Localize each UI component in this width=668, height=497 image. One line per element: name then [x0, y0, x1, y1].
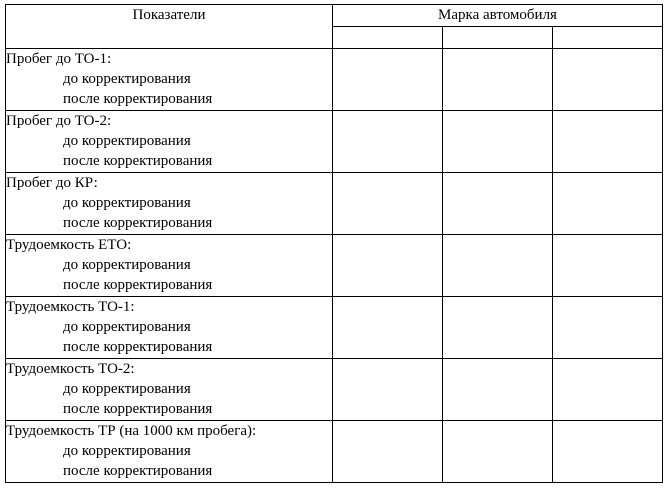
value-cell[interactable] — [333, 173, 443, 235]
row-title: Трудоемкость ТО-2: — [6, 361, 135, 377]
value-cell[interactable] — [553, 297, 663, 359]
row-after-label: после корректирования — [63, 339, 213, 355]
row-after-label: после корректирования — [63, 91, 213, 107]
header-indicators: Показатели — [6, 5, 333, 49]
table-row — [6, 173, 663, 235]
row-after-label: после корректирования — [63, 277, 213, 293]
value-cell[interactable] — [553, 421, 663, 483]
row-label — [6, 173, 333, 235]
value-cell[interactable] — [333, 111, 443, 173]
value-cell[interactable] — [443, 297, 553, 359]
table-row — [6, 297, 663, 359]
row-after-label: после корректирования — [63, 401, 213, 417]
value-cell[interactable] — [553, 235, 663, 297]
row-after-label: после корректирования — [63, 463, 213, 479]
row-label — [6, 49, 333, 111]
row-label — [6, 111, 333, 173]
row-title: Пробег до ТО-1: — [6, 51, 112, 67]
row-title: Трудоемкость ТР (на 1000 км пробега): — [6, 423, 257, 439]
row-before-label: до корректирования — [63, 257, 191, 273]
value-cell[interactable] — [443, 359, 553, 421]
table-row — [6, 421, 663, 483]
row-label — [6, 421, 333, 483]
row-title: Пробег до КР: — [6, 175, 98, 191]
value-cell[interactable] — [443, 49, 553, 111]
row-before-label: до корректирования — [63, 381, 191, 397]
table-row — [6, 111, 663, 173]
row-title: Трудоемкость ТО-1: — [6, 299, 135, 315]
row-after-label: после корректирования — [63, 153, 213, 169]
indicators-table — [5, 4, 663, 483]
table-row — [6, 49, 663, 111]
value-cell[interactable] — [333, 359, 443, 421]
row-label — [6, 359, 333, 421]
value-cell[interactable] — [553, 111, 663, 173]
brand-column-1 — [333, 27, 443, 49]
row-before-label: до корректирования — [63, 319, 191, 335]
table-row — [6, 359, 663, 421]
row-label — [6, 235, 333, 297]
table-row — [6, 235, 663, 297]
value-cell[interactable] — [553, 359, 663, 421]
row-title: Трудоемкость ЕТО: — [6, 237, 132, 253]
value-cell[interactable] — [333, 49, 443, 111]
value-cell[interactable] — [443, 173, 553, 235]
row-before-label: до корректирования — [63, 195, 191, 211]
row-before-label: до корректирования — [63, 443, 191, 459]
brand-column-2 — [443, 27, 553, 49]
header-car-brand: Марка автомобиля — [333, 5, 663, 27]
value-cell[interactable] — [333, 421, 443, 483]
row-before-label: до корректирования — [63, 133, 191, 149]
value-cell[interactable] — [553, 173, 663, 235]
value-cell[interactable] — [443, 235, 553, 297]
value-cell[interactable] — [443, 111, 553, 173]
value-cell[interactable] — [553, 49, 663, 111]
row-after-label: после корректирования — [63, 215, 213, 231]
value-cell[interactable] — [333, 235, 443, 297]
row-before-label: до корректирования — [63, 71, 191, 87]
value-cell[interactable] — [443, 421, 553, 483]
brand-column-3 — [553, 27, 663, 49]
value-cell[interactable] — [333, 297, 443, 359]
row-title: Пробег до ТО-2: — [6, 113, 112, 129]
row-label — [6, 297, 333, 359]
